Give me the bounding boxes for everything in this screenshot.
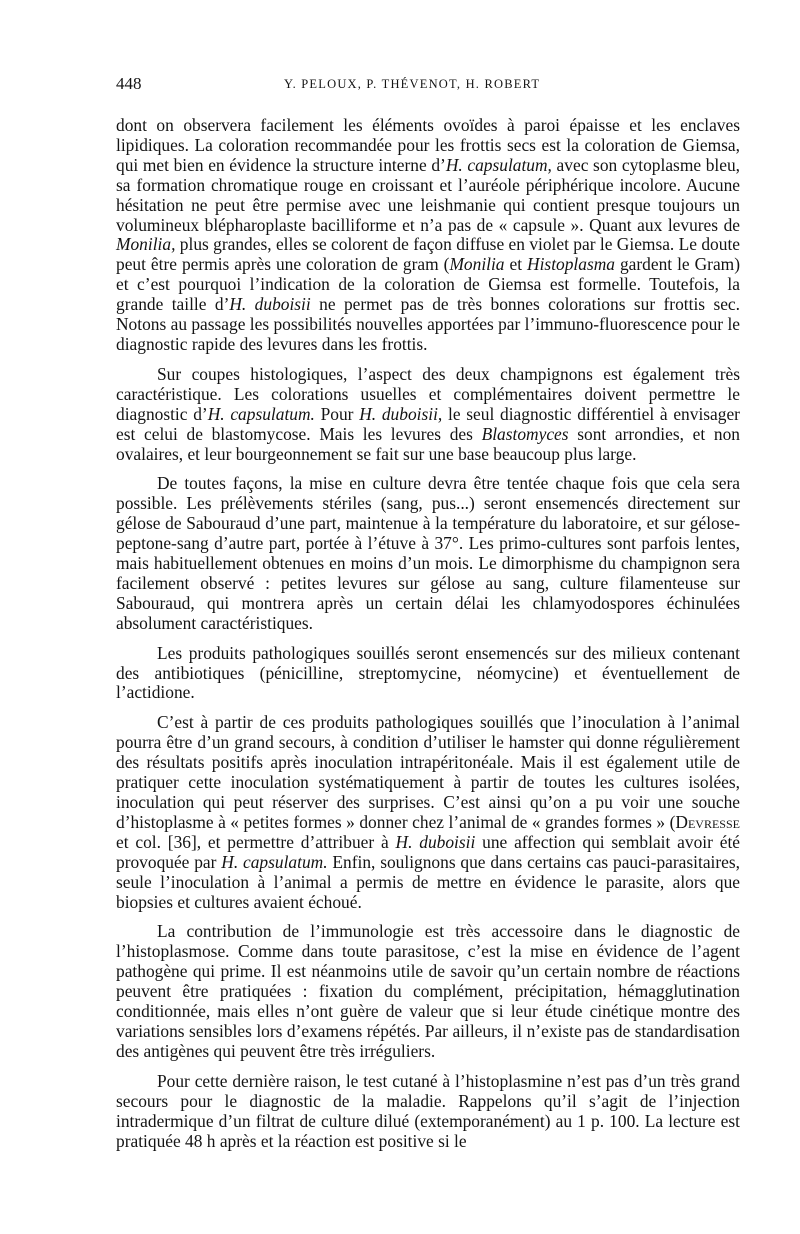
paragraph-immunology <box>116 922 740 1061</box>
text-run: sont arrondies, et non ovalaires, et leur bourgeonnement se fait sur une base beaucoup plus large. <box>116 423 740 464</box>
italic-term: Blastomyces <box>481 423 569 444</box>
paragraph-smear-staining <box>116 116 740 355</box>
italic-term: H. capsulatum, <box>445 154 552 175</box>
text-run: gardent le Gram) et c’est pourquoi l’indication de la coloration de Giemsa est formelle. Toutefois, la grande taille d’ <box>116 254 740 315</box>
text-run: une affection qui semblait avoir été provoquée par <box>116 831 740 872</box>
paragraph-contaminated-samples <box>116 644 740 704</box>
italic-term: H. duboisii <box>229 294 311 315</box>
paragraph-skin-test <box>116 1072 740 1152</box>
text-run: et <box>504 254 528 275</box>
text-run: C’est à partir de ces produits pathologiques souillés que l’inoculation à l’animal pourra être d’un grand secours, à condition d’utiliser le hamster qui donne régulièrement des résultats positifs après inoculation intrapéritonéale. Mais il est également utile de pratiquer cette inoculation systématiquement à partir de toutes les cultures isolées, inoculation qui peut réserver des surprises. C’est ainsi qu’on a pu voir une souche d’histoplasme à « petites formes » donner chez l’animal de « grandes formes » ( <box>116 712 740 832</box>
text-run: Sur coupes histologiques, l’aspect des deux champignons est également très caractéristique. Les colorations usuelles et complémentaires doivent permettre le diagnostic d’ <box>116 363 740 424</box>
paragraph-histology <box>116 365 740 465</box>
text-run: avec son cytoplasme bleu, sa formation chromatique rouge en croissant et l’auréole périphérique incolore. Aucune hésitation ne peut être permise avec une leishmanie qui contient presque toujours un volumineux blépharoplaste bacilliforme et n’a pas de « capsule ». Quant aux levures de <box>116 154 741 235</box>
text-run: De toutes façons, la mise en culture devra être tentée chaque fois que cela sera possible. Les prélèvements stériles (sang, pus...) seront ensemencés directement sur gélose de Sabouraud d’une part, maintenue à la température du laboratoire, et sur gélose-peptone-sang d’autre part, portée à l’étuve à 37°. Les primo-cultures sont parfois lentes, mais habituellement obtenues en moins d’un mois. Le dimorphisme du champignon sera facilement observé : petites levures sur gélose au sang, culture filamenteuse sur Sabouraud, qui montrera après un certain délai les chlamyodospores échinulées absolument caractéristiques. <box>116 473 740 633</box>
italic-term: H. duboisii, <box>359 403 443 424</box>
paragraph-culture <box>116 474 740 633</box>
page-number: 448 <box>116 74 142 93</box>
text-run: Enfin, soulignons que dans certains cas pauci-parasitaires, seule l’inoculation à l’animal a permis de mettre en évidence le parasite, alors que biopsies et cultures avaient échoué. <box>116 851 740 912</box>
text-run: dont on observera facilement les éléments ovoïdes à paroi épaisse et les enclaves lipidiques. La coloration recommandée pour les frottis secs est la coloration de Giemsa, qui met bien en évidence la structure interne d’ <box>116 115 740 175</box>
text-run: le seul diagnostic différentiel à envisager est celui de blastomycose. Mais les levures des <box>116 403 740 444</box>
italic-term: Histoplasma <box>527 254 615 275</box>
italic-term: Monilia <box>449 254 505 275</box>
author-citation: Devresse <box>675 811 740 832</box>
text-run: La contribution de l’immunologie est très accessoire dans le diagnostic de l’histoplasmose. Comme dans toute parasitose, c’est la mise en évidence de l’agent pathogène qui prime. Il est néanmoins utile de savoir qu’un certain nombre de réactions peuvent être pratiquées : fixation du complément, précipitation, hémagglutination conditionnée, mais elles n’ont guère de valeur que si leur étude cinétique montre des variations sensibles lors d’examens répétés. Par ailleurs, il n’existe pas de standardisation des antigènes qui peuvent être très irréguliers. <box>116 921 740 1061</box>
body-text <box>116 116 740 1151</box>
paragraph-animal-inoculation <box>116 713 740 912</box>
text-run: Pour <box>314 403 360 424</box>
italic-term: Monilia, <box>116 234 176 255</box>
italic-term: H. capsulatum. <box>221 851 328 872</box>
italic-term: H. capsulatum. <box>207 403 315 424</box>
page-header <box>116 74 740 100</box>
text-run: et col. [36], et permettre d’attribuer à <box>116 831 396 852</box>
text-run: Les produits pathologiques souillés seront ensemencés sur des milieux contenant des antibiotiques (pénicilline, streptomycine, néomycine) et éventuellement de l’actidione. <box>116 642 740 703</box>
text-run: ne permet pas de très bonnes colorations sur frottis sec. Notons au passage les possibilités nouvelles apportées par l’immuno-fluorescence pour le diagnostic rapide des levures dans les frottis. <box>116 294 740 354</box>
text-run: Pour cette dernière raison, le test cutané à l’histoplasmine n’est pas d’un très grand secours pour le diagnostic de la maladie. Rappelons qu’il s’agit de l’injection intradermique d’un filtrat de culture dilué (extemporanément) au 1 p. 100. La lecture est pratiquée 48 h après et la réaction est positive si le <box>116 1070 740 1151</box>
text-run: plus grandes, elles se colorent de façon diffuse en violet par le Giemsa. Le doute peut être permis après une coloration de gram ( <box>116 234 740 275</box>
italic-term: H. duboisii <box>395 831 476 852</box>
running-head-authors: Y. PELOUX, P. THÉVENOT, H. ROBERT <box>284 77 541 91</box>
